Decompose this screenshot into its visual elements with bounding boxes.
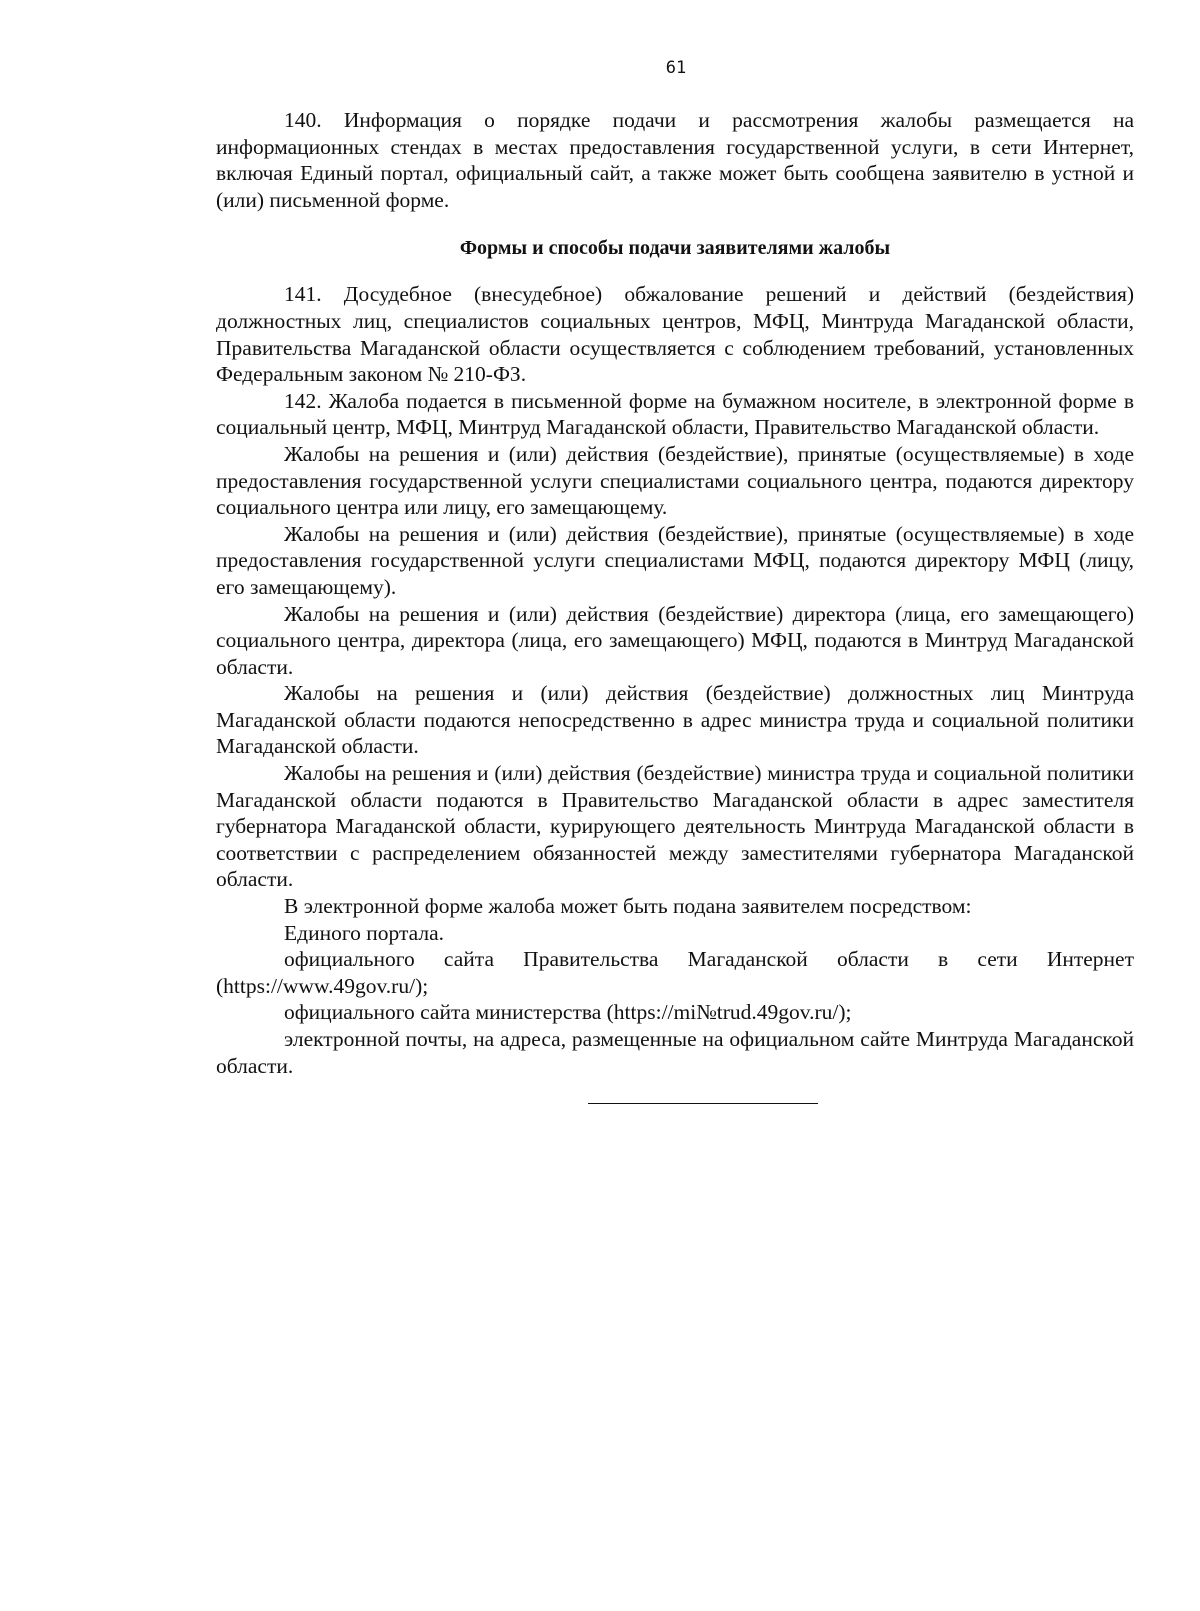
paragraph-ministry-officials-complaints: Жалобы на решения и (или) действия (бездействие) должностных лиц Минтруда Магаданской области подаются непосредственно в адрес министра труда и социальной политики Магаданской области. <box>216 681 1134 759</box>
paragraph-minister-complaints: Жалобы на решения и (или) действия (бездействие) министра труда и социальной политики Магаданской области подаются в Правительство Магаданской области в адрес заместителя губернатора Магаданской области, курирующего деятельность Минтруда Магаданской области в соответствии с распределением обязанностей между заместителями губернатора Магаданской области. <box>216 761 1134 892</box>
list-item-email: электронной почты, на адреса, размещенные на официальном сайте Минтруда Магаданской области. <box>216 1027 1134 1078</box>
paragraph-141: 141. Досудебное (внесудебное) обжалование решений и действий (бездействия) должностных лиц, специалистов социальных центров, МФЦ, Минтруда Магаданской области, Правительства Магаданской области осуществляется с соблюдением требований, установленных Федеральным законом № 210-ФЗ. <box>216 282 1134 387</box>
paragraph-electronic-intro: В электронной форме жалоба может быть подана заявителем посредством: <box>284 894 972 919</box>
section-heading: Формы и способы подачи заявителями жалобы <box>459 237 891 260</box>
list-item-government-site: официального сайта Правительства Магаданской области в сети Интернет (https://www.49gov.ru/); <box>216 947 1134 998</box>
paragraph-140: 140. Информация о порядке подачи и рассмотрения жалобы размещается на информационных стендах в местах предоставления государственной услуги, в сети Интернет, включая Единый портал, официальный сайт, а также может быть сообщена заявителю в устной и (или) письменной форме. <box>216 108 1134 212</box>
paragraph-director-complaints: Жалобы на решения и (или) действия (бездействие) директора (лица, его замещающего) социального центра, директора (лица, его замещающего) МФЦ, подаются в Минтруд Магаданской области. <box>216 601 1134 679</box>
list-item-unified-portal: Единого портала. <box>284 920 445 945</box>
closing-rule <box>588 1103 818 1104</box>
list-item-ministry-site: официального сайта министерства (https://mi№trud.49gov.ru/); <box>284 1000 852 1025</box>
paragraph-142: 142. Жалоба подается в письменной форме на бумажном носителе, в электронной форме в социальный центр, МФЦ, Минтруд Магаданской области, Правительство Магаданской области. <box>216 388 1134 440</box>
paragraph-social-center-complaints: Жалобы на решения и (или) действия (бездействие), принятые (осуществляемые) в ходе предоставления государственной услуги специалистами социального центра, подаются директору социального центра или лицу, его замещающему. <box>216 441 1134 520</box>
document-body <box>216 107 1134 1104</box>
page-number: 61 <box>665 58 687 78</box>
paragraph-mfc-complaints: Жалобы на решения и (или) действия (бездействие), принятые (осуществляемые) в ходе предоставления государственной услуги специалистами МФЦ, подаются директору МФЦ (лицу, его замещающему). <box>216 521 1134 599</box>
